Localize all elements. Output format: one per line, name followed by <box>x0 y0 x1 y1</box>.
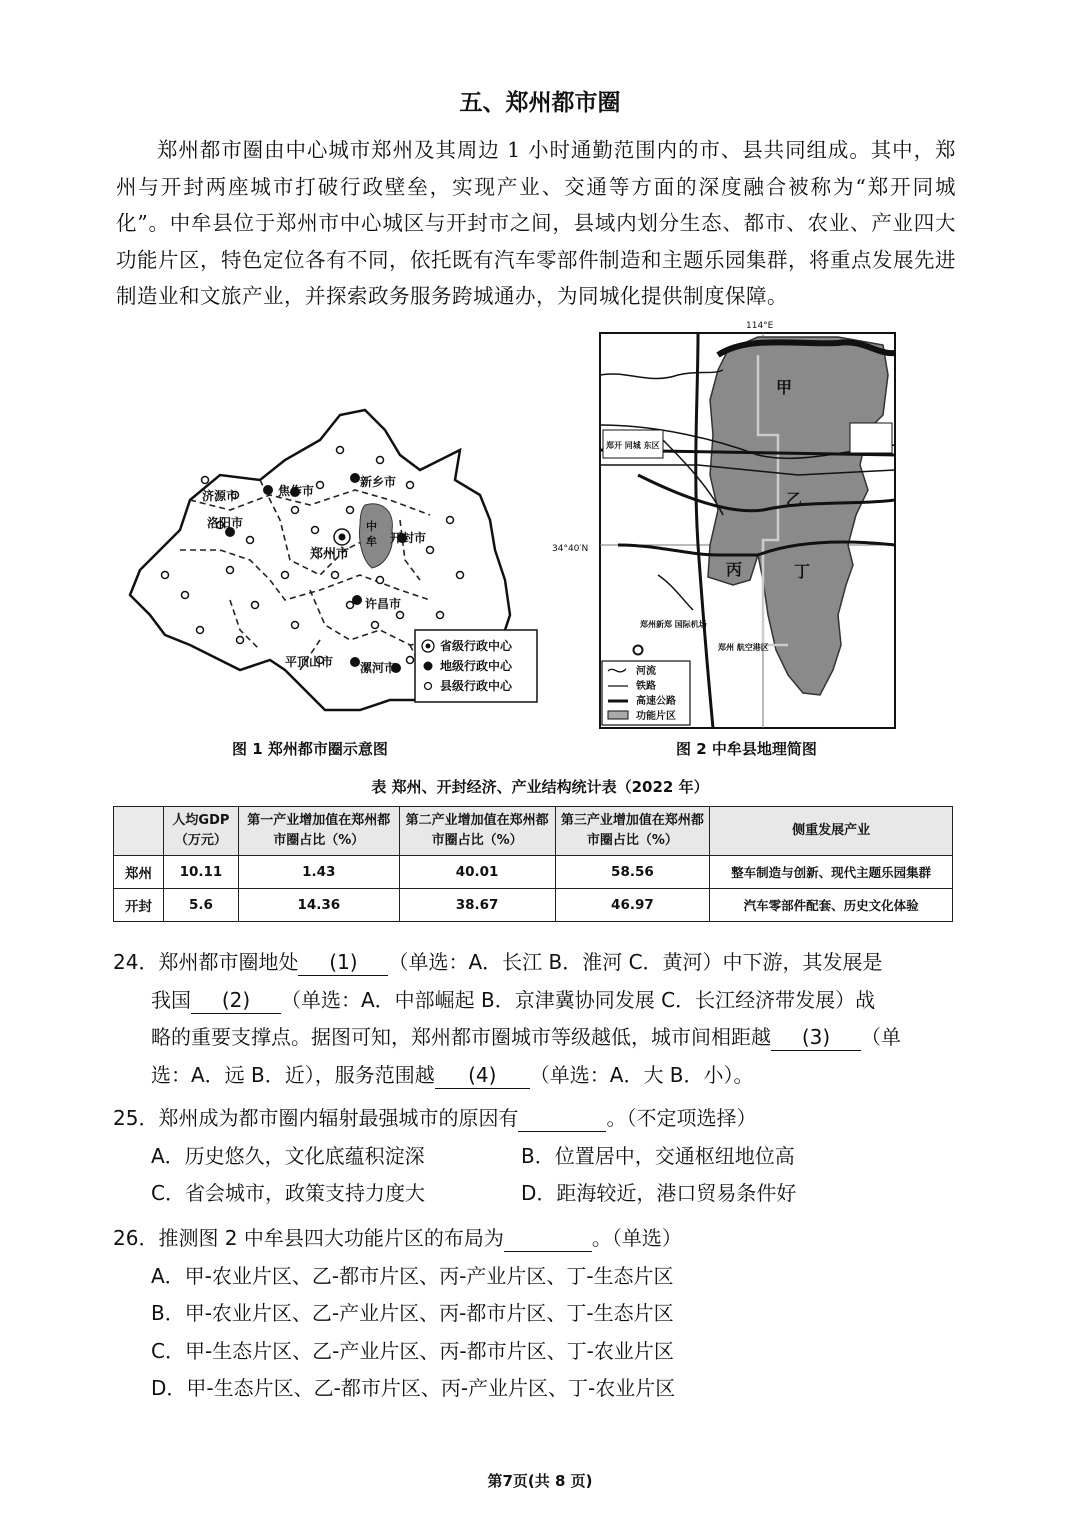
table-cell: 14.36 <box>238 889 399 922</box>
table-header-gdp: 人均GDP（万元） <box>163 807 238 856</box>
q26-number: 26． <box>113 1226 159 1250</box>
zone-jia: 甲 <box>776 378 793 397</box>
city-label-xinxiang: 新乡市 <box>360 475 397 489</box>
q25-options-row-2 <box>113 1175 958 1213</box>
city-label-zhongmu: 中 <box>366 520 377 533</box>
table-cell: 汽车零部件配套、历史文化体验 <box>710 889 953 922</box>
lon-label: 114°E <box>746 321 774 331</box>
table-cell: 38.67 <box>399 889 555 922</box>
place-airport: 郑州新郑 国际机场 <box>640 620 707 629</box>
zone-bing: 丙 <box>726 560 743 579</box>
lat-label: 34°40′N <box>552 544 589 554</box>
q25-option-b[interactable]: B．位置居中，交通枢纽地位高 <box>521 1143 795 1168</box>
q24-line-3 <box>113 1019 958 1057</box>
city-label-luoyang: 洛阳市 <box>207 516 244 530</box>
city-label-zhongmu-2: 牟 <box>366 535 377 548</box>
q25-option-a[interactable]: A．历史悠久，文化底蕴积淀深 <box>151 1143 425 1168</box>
fig2-legend-highway: 高速公路 <box>636 696 676 707</box>
q26-option-a[interactable]: A．甲-农业片区、乙-都市片区、丙-产业片区、丁-生态片区 <box>151 1263 674 1288</box>
q24-number: 24． <box>113 950 159 974</box>
table-header-secondary: 第二产业增加值在郑州都市圈占比（%） <box>399 807 555 856</box>
fig1-map <box>110 400 550 720</box>
table-cell: 40.01 <box>399 856 555 889</box>
table-cell: 郑州 <box>114 856 164 889</box>
q24-line-2 <box>113 982 958 1020</box>
city-label-zhengzhou: 郑州市 <box>310 547 350 562</box>
q24-text-4: （单选：A．中部崛起 B．京津冀协同发展 C．长江经济带发展）战 <box>281 987 876 1012</box>
fig2-legend-river: 河流 <box>636 666 656 677</box>
table-header-tertiary: 第三产业增加值在郑州都市圈占比（%） <box>555 807 710 856</box>
city-label-jiaozuo: 焦作市 <box>278 484 315 498</box>
q24-blank-1[interactable]: (1) <box>298 949 388 976</box>
place-east-district: 郑开 同城 东区 <box>606 441 660 450</box>
fig1-legend-county: 县级行政中心 <box>440 679 513 693</box>
q24-text-7: 选：A．远 B．近），服务范围越 <box>151 1062 435 1087</box>
q25-answer-blank[interactable] <box>518 1105 606 1132</box>
fig1-legend-prefecture: 地级行政中心 <box>440 659 513 673</box>
q25-option-c[interactable]: C．省会城市，政策支持力度大 <box>151 1181 425 1205</box>
table-cell: 10.11 <box>163 856 238 889</box>
fig2-caption: 图 2 中牟县地理简图 <box>676 740 817 758</box>
table-cell: 整车制造与创新、现代主题乐园集群 <box>710 856 953 889</box>
fig2-map <box>552 315 898 735</box>
section-title: 五、郑州都市圈 <box>459 90 621 116</box>
q26-option-b[interactable]: B．甲-农业片区、乙-产业片区、丙-都市片区、丁-生态片区 <box>151 1301 674 1325</box>
q24-blank-4[interactable]: (4) <box>435 1062 530 1089</box>
q24-text-8: （单选：A．大 B．小）。 <box>529 1062 754 1087</box>
q24-text-1: 郑州都市圈地处 <box>158 950 299 974</box>
table-row <box>114 889 953 922</box>
q25-stem: 郑州成为都市圈内辐射最强城市的原因有 <box>158 1106 519 1130</box>
q26-suffix: 。（单选） <box>591 1226 682 1250</box>
table-title: 表 郑州、开封经济、产业结构统计表（2022 年） <box>371 778 709 796</box>
fig1-legend-provincial: 省级行政中心 <box>440 639 513 653</box>
table-cell: 开封 <box>114 889 164 922</box>
q26-option-d[interactable]: D．甲-生态片区、乙-都市片区、丙-产业片区、丁-农业片区 <box>151 1376 676 1400</box>
q24-blank-2[interactable]: (2) <box>191 987 281 1014</box>
table-cell: 1.43 <box>238 856 399 889</box>
table-cell: 46.97 <box>555 889 710 922</box>
q25-suffix: 。（不定项选择） <box>606 1106 757 1130</box>
q26-stem-line <box>113 1220 958 1258</box>
city-label-pingdingshan: 平顶山市 <box>285 655 334 669</box>
city-label-xuchang: 许昌市 <box>365 597 402 611</box>
table-header-row <box>114 807 953 856</box>
table-header-corner <box>114 807 164 856</box>
q24-line-4 <box>113 1057 958 1095</box>
table-cell: 5.6 <box>163 889 238 922</box>
q25-option-d[interactable]: D．距海较近，港口贸易条件好 <box>521 1181 797 1205</box>
q26-option-c[interactable]: C．甲-生态片区、乙-产业片区、丙-都市片区、丁-农业片区 <box>151 1338 674 1363</box>
q24-text-5: 略的重要支撑点。据图可知，郑州都市圈城市等级越低，城市间相距越 <box>151 1025 771 1049</box>
city-label-jiyuan: 济源市 <box>202 489 239 503</box>
q24-text-2: （单选：A．长江 B．淮河 C．黄河）中下游，其发展是 <box>388 950 883 974</box>
q26-answer-blank[interactable] <box>504 1225 592 1252</box>
q24-text-3: 我国 <box>151 987 191 1012</box>
q25-stem-line <box>113 1100 958 1138</box>
city-label-luohe: 漯河市 <box>360 661 397 675</box>
stats-table <box>113 806 953 922</box>
fig1-caption: 图 1 郑州都市圈示意图 <box>232 740 388 758</box>
question-26 <box>113 1220 958 1408</box>
q24-line-1 <box>113 944 958 982</box>
place-airport-zone: 郑州 航空港区 <box>718 643 769 652</box>
page-footer: 第7页(共 8 页) <box>487 1472 593 1490</box>
fig2-legend-zone: 功能片区 <box>636 711 676 722</box>
zone-ding: 丁 <box>794 562 811 581</box>
question-24 <box>113 944 958 1094</box>
q25-number: 25． <box>113 1106 159 1130</box>
table-header-primary: 第一产业增加值在郑州都市圈占比（%） <box>238 807 399 856</box>
q24-blank-3[interactable]: (3) <box>771 1024 861 1051</box>
intro-paragraph: 郑州都市圈由中心城市郑州及其周边 1 小时通勤范围内的市、县共同组成。其中，郑州与开封两座城市打破行政壁垒，实现产业、交通等方面的深度融合被称为“郑开同城化”。中牟县位于郑州市中心城区与开封市之间，县域内划分生态、都市、农业、产业四大功能片区，特色定位各有不同，依托既有汽车零部件制造和主题乐园集群，将重点发展先进制造业和文旅产业，并探索政务服务跨城通办，为同城化提供制度保障。 <box>116 138 956 308</box>
fig2-legend-railway: 铁路 <box>636 681 656 692</box>
city-label-kaifeng: 开封市 <box>390 531 427 545</box>
table-header-industry: 侧重发展产业 <box>710 807 953 856</box>
zone-yi: 乙 <box>786 490 803 509</box>
q25-options-row-1 <box>113 1138 958 1176</box>
table-cell: 58.56 <box>555 856 710 889</box>
q26-stem: 推测图 2 中牟县四大功能片区的布局为 <box>158 1226 504 1250</box>
q24-text-6: （单 <box>861 1025 901 1049</box>
question-25 <box>113 1100 958 1213</box>
table-row <box>114 856 953 889</box>
